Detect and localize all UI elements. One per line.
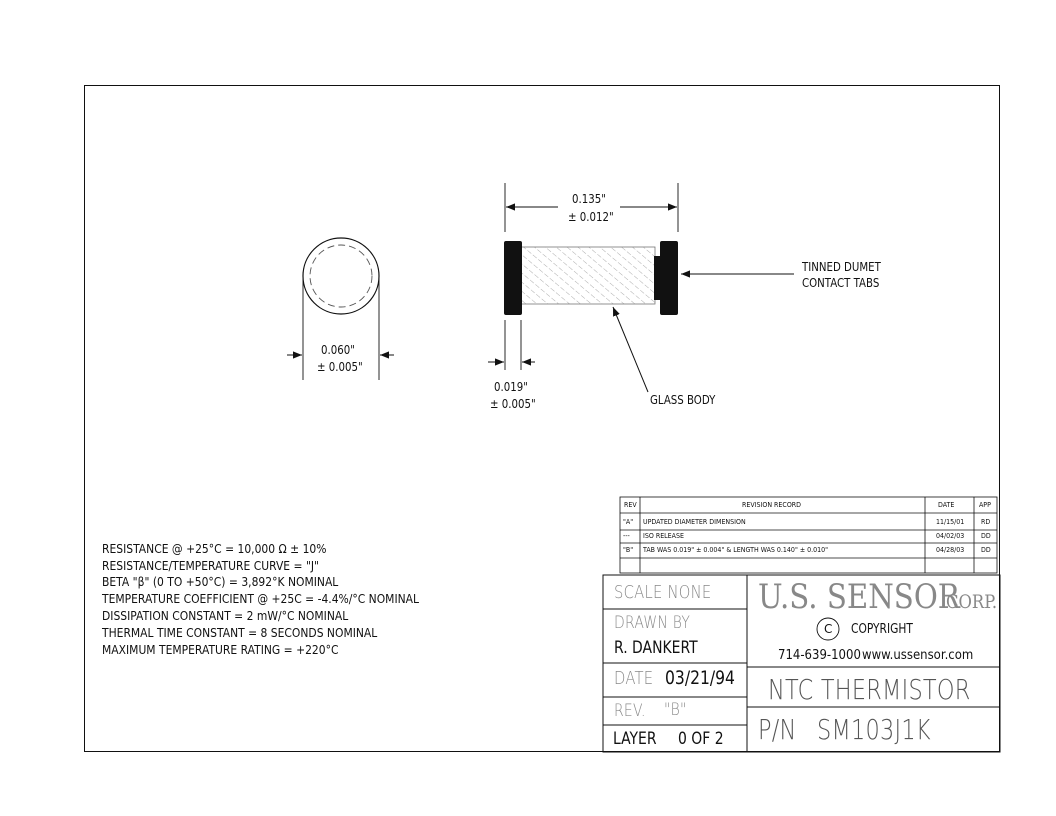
callout-tabs-line2: CONTACT TABS <box>802 276 880 290</box>
end-view <box>287 238 394 380</box>
rev-header-date: DATE <box>938 501 955 509</box>
rev-row-date: 11/15/01 <box>936 518 965 526</box>
layer-value: 0 OF 2 <box>678 729 724 749</box>
layer-label: LAYER <box>613 729 657 749</box>
tab-dim-tol: ± 0.005" <box>490 397 536 411</box>
copyright-icon: C <box>824 622 833 636</box>
tab-dim-label: 0.019" <box>494 380 528 394</box>
website: www.ussensor.com <box>862 648 974 663</box>
spec-max-temp: MAXIMUM TEMPERATURE RATING = +220°C <box>102 642 339 657</box>
rev-row-app: RD <box>981 518 991 526</box>
rev-row-rev: "B" <box>623 546 634 554</box>
rev-row-date: 04/28/03 <box>936 546 965 554</box>
part-number-label: P/N <box>758 713 797 746</box>
spec-time-constant: THERMAL TIME CONSTANT = 8 SECONDS NOMINAL <box>102 625 378 640</box>
rev-header-app: APP <box>979 501 991 509</box>
copyright-label: COPYRIGHT <box>851 622 913 637</box>
rev-row-rev: --- <box>623 532 630 540</box>
rev-header-record: REVISION RECORD <box>742 501 802 509</box>
drawn-by-label: DRAWN BY <box>614 613 691 633</box>
part-number: SM103J1K <box>817 713 931 746</box>
scale-field: SCALE NONE <box>614 582 712 603</box>
date-value: 03/21/94 <box>665 667 735 689</box>
rev-row-app: DD <box>981 546 991 554</box>
drawing-title: NTC THERMISTOR <box>768 673 971 706</box>
rev-header-rev: REV <box>624 501 637 509</box>
drawn-by-value: R. DANKERT <box>614 638 698 658</box>
rev-row-rev: "A" <box>623 518 634 526</box>
phone-number: 714-639-1000 <box>778 648 861 663</box>
length-dim-label: 0.135" <box>572 192 606 206</box>
rev-row-desc: TAB WAS 0.019" ± 0.004" & LENGTH WAS 0.140" ± 0.010" <box>643 546 829 554</box>
end-view-dim-tol: ± 0.005" <box>317 360 363 374</box>
spec-dissipation: DISSIPATION CONSTANT = 2 mW/°C NOMINAL <box>102 608 349 623</box>
rev-row-date: 04/02/03 <box>936 532 965 540</box>
rev-row-desc: UPDATED DIAMETER DIMENSION <box>643 518 746 526</box>
rev-row-app: DD <box>981 532 991 540</box>
spec-temp-coefficient: TEMPERATURE COEFFICIENT @ +25C = -4.4%/°C NOMINAL <box>102 591 420 606</box>
rev-label: REV. <box>614 701 646 721</box>
company-name: U.S. SENSOR <box>758 577 960 617</box>
rev-value: "B" <box>664 700 687 720</box>
spec-beta: BETA "β" (0 TO +50°C) = 3,892°K NOMINAL <box>102 574 339 589</box>
spec-rt-curve: RESISTANCE/TEMPERATURE CURVE = "J" <box>102 558 320 573</box>
company-suffix: CORP. <box>946 591 998 613</box>
side-view <box>488 183 794 392</box>
end-view-dim-label: 0.060" <box>321 343 355 357</box>
length-dim-tol: ± 0.012" <box>568 210 614 224</box>
callout-tabs-line1: TINNED DUMET <box>802 260 881 274</box>
date-label: DATE <box>614 668 654 689</box>
rev-row-desc: ISO RELEASE <box>643 532 684 540</box>
spec-resistance: RESISTANCE @ +25°C = 10,000 Ω ± 10% <box>102 541 327 556</box>
callout-glass-body: GLASS BODY <box>650 393 716 407</box>
